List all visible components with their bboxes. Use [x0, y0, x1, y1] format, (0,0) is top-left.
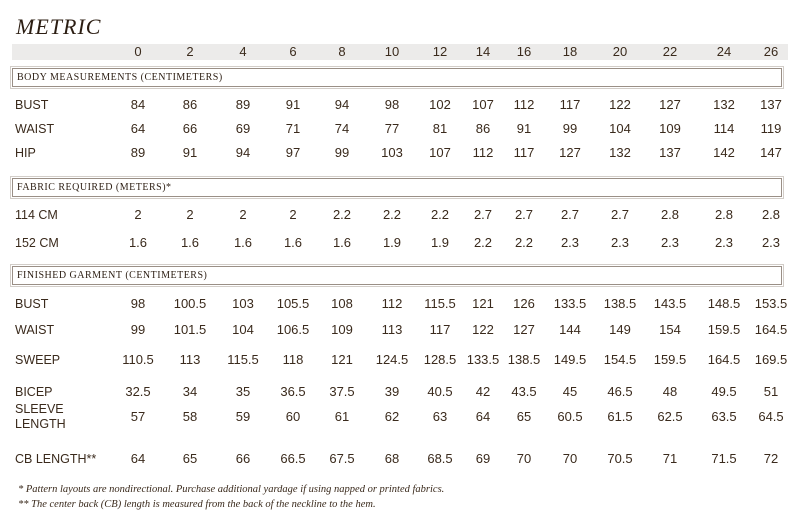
table-cell: 2.2	[382, 207, 402, 222]
table-cell: 109	[331, 322, 353, 337]
table-cell: 1.6	[233, 235, 253, 250]
table-cell: 133.5	[553, 296, 587, 311]
table-cell: 2.2	[473, 235, 493, 250]
table-cell: 71	[662, 451, 678, 466]
table-cell: 105.5	[276, 296, 310, 311]
table-cell: 99	[562, 121, 578, 136]
table-cell: 2	[239, 207, 247, 222]
row-label: CB LENGTH**	[15, 452, 97, 466]
table-cell: 1.6	[332, 235, 352, 250]
section-header	[12, 266, 782, 285]
table-cell: 159.5	[707, 322, 741, 337]
table-cell: 61	[334, 409, 350, 424]
table-cell: 32.5	[125, 384, 151, 399]
section-header	[12, 68, 782, 87]
table-cell: 115.5	[227, 352, 259, 367]
row-label: BUST	[15, 98, 49, 112]
table-cell: 66	[182, 121, 198, 136]
size-column-header: 18	[562, 44, 578, 59]
table-cell: 148.5	[707, 296, 741, 311]
size-column-header: 22	[662, 44, 678, 59]
table-cell: 119	[760, 121, 782, 136]
table-cell: 127	[559, 145, 581, 160]
table-cell: 69	[475, 451, 491, 466]
row-label: WAIST	[15, 323, 55, 337]
table-cell: 37.5	[329, 384, 355, 399]
size-column-header: 26	[763, 44, 779, 59]
table-cell: 51	[763, 384, 779, 399]
size-header-row	[12, 44, 788, 60]
table-cell: 127	[513, 322, 535, 337]
table-row	[0, 146, 800, 166]
table-cell: 121	[472, 296, 494, 311]
table-cell: 66.5	[280, 451, 306, 466]
table-cell: 63.5	[711, 409, 737, 424]
table-cell: 2.7	[514, 207, 534, 222]
table-cell: 143.5	[653, 296, 687, 311]
table-cell: 94	[235, 145, 251, 160]
table-cell: 124.5	[375, 352, 409, 367]
size-column-header: 10	[384, 44, 400, 59]
table-cell: 2	[186, 207, 194, 222]
table-cell: 2	[289, 207, 297, 222]
table-cell: 118	[282, 352, 304, 367]
table-cell: 36.5	[280, 384, 306, 399]
table-cell: 154	[659, 322, 681, 337]
table-cell: 57	[130, 409, 146, 424]
table-cell: 117	[429, 322, 451, 337]
table-cell: 149.5	[553, 352, 587, 367]
table-cell: 133.5	[466, 352, 500, 367]
table-row	[0, 98, 800, 118]
table-cell: 2.8	[660, 207, 680, 222]
table-cell: 126	[513, 296, 535, 311]
table-cell: 70	[562, 451, 578, 466]
table-cell: 1.9	[382, 235, 402, 250]
table-cell: 49.5	[711, 384, 737, 399]
table-cell: 70.5	[607, 451, 633, 466]
size-column-header: 4	[239, 44, 247, 59]
table-cell: 153.5	[754, 296, 788, 311]
table-cell: 132	[713, 97, 735, 112]
table-cell: 68	[384, 451, 400, 466]
table-cell: 164.5	[754, 322, 788, 337]
table-cell: 71.5	[711, 451, 737, 466]
table-cell: 107	[429, 145, 451, 160]
size-column-header: 12	[432, 44, 448, 59]
size-column-header: 20	[612, 44, 628, 59]
table-cell: 100.5	[173, 296, 207, 311]
table-cell: 69	[235, 121, 251, 136]
table-row	[0, 122, 800, 142]
row-label: HIP	[15, 146, 36, 160]
table-cell: 159.5	[653, 352, 687, 367]
table-cell: 98	[130, 296, 146, 311]
table-cell: 138.5	[507, 352, 541, 367]
table-cell: 2.3	[660, 235, 680, 250]
row-label: SLEEVE LENGTH	[15, 402, 66, 431]
table-cell: 94	[334, 97, 350, 112]
table-cell: 103	[232, 296, 254, 311]
table-cell: 74	[334, 121, 350, 136]
table-row	[0, 385, 800, 405]
table-cell: 91	[182, 145, 198, 160]
size-column-header: 2	[186, 44, 194, 59]
table-cell: 2.7	[473, 207, 493, 222]
table-cell: 101.5	[173, 322, 207, 337]
footnote-fabric: * Pattern layouts are nondirectional. Purchase additional yardage if using napped or printed fabrics.	[18, 484, 445, 495]
size-column-header: 14	[475, 44, 491, 59]
table-cell: 58	[182, 409, 198, 424]
table-cell: 112	[381, 296, 403, 311]
table-cell: 1.6	[283, 235, 303, 250]
table-cell: 127	[659, 97, 681, 112]
table-cell: 67.5	[329, 451, 355, 466]
table-cell: 132	[609, 145, 631, 160]
table-cell: 62	[384, 409, 400, 424]
table-cell: 113	[179, 352, 201, 367]
table-cell: 71	[285, 121, 301, 136]
table-cell: 48	[662, 384, 678, 399]
table-cell: 99	[334, 145, 350, 160]
table-cell: 137	[760, 97, 782, 112]
table-cell: 104	[232, 322, 254, 337]
table-cell: 62.5	[657, 409, 683, 424]
table-cell: 1.6	[128, 235, 148, 250]
table-cell: 1.9	[430, 235, 450, 250]
row-label: SWEEP	[15, 353, 61, 367]
table-cell: 72	[763, 451, 779, 466]
table-cell: 97	[285, 145, 301, 160]
table-cell: 63	[432, 409, 448, 424]
table-cell: 86	[182, 97, 198, 112]
table-cell: 164.5	[707, 352, 741, 367]
table-cell: 81	[432, 121, 448, 136]
table-cell: 64	[130, 121, 146, 136]
table-cell: 117	[559, 97, 581, 112]
row-label: 152 CM	[15, 236, 59, 250]
table-cell: 113	[381, 322, 403, 337]
table-cell: 70	[516, 451, 532, 466]
table-cell: 89	[130, 145, 146, 160]
table-cell: 122	[609, 97, 631, 112]
table-cell: 99	[130, 322, 146, 337]
table-cell: 147	[760, 145, 782, 160]
row-label: BICEP	[15, 385, 53, 399]
table-cell: 104	[609, 121, 631, 136]
table-cell: 2.2	[514, 235, 534, 250]
table-cell: 35	[235, 384, 251, 399]
table-cell: 2.3	[560, 235, 580, 250]
table-cell: 91	[516, 121, 532, 136]
table-cell: 107	[472, 97, 494, 112]
table-cell: 59	[235, 409, 251, 424]
size-column-header: 8	[338, 44, 346, 59]
table-cell: 2	[134, 207, 142, 222]
table-cell: 77	[384, 121, 400, 136]
table-row	[0, 402, 800, 431]
table-row	[0, 353, 800, 373]
table-cell: 128.5	[423, 352, 457, 367]
table-cell: 102	[429, 97, 451, 112]
table-cell: 65	[516, 409, 532, 424]
table-cell: 60	[285, 409, 301, 424]
table-cell: 142	[713, 145, 735, 160]
table-cell: 2.3	[610, 235, 630, 250]
table-cell: 144	[559, 322, 581, 337]
row-label: 114 CM	[15, 208, 58, 222]
table-cell: 122	[472, 322, 494, 337]
size-column-header: 6	[289, 44, 297, 59]
table-cell: 84	[130, 97, 146, 112]
table-cell: 2.8	[714, 207, 734, 222]
section-header-label: FINISHED GARMENT (CENTIMETERS)	[17, 270, 208, 281]
section-header	[12, 178, 782, 197]
table-cell: 138.5	[603, 296, 637, 311]
size-column-header: 24	[716, 44, 732, 59]
table-cell: 64.5	[758, 409, 784, 424]
table-cell: 2.2	[430, 207, 450, 222]
table-cell: 2.3	[714, 235, 734, 250]
table-cell: 46.5	[607, 384, 633, 399]
section-header-label: BODY MEASUREMENTS (CENTIMETERS)	[17, 72, 223, 83]
table-row	[0, 297, 800, 317]
table-cell: 39	[384, 384, 400, 399]
table-cell: 40.5	[427, 384, 453, 399]
table-row	[0, 452, 800, 472]
table-row	[0, 323, 800, 343]
table-cell: 2.8	[761, 207, 781, 222]
table-row	[0, 236, 800, 256]
table-cell: 65	[182, 451, 198, 466]
table-cell: 115.5	[424, 296, 456, 311]
table-cell: 45	[562, 384, 578, 399]
table-cell: 2.2	[332, 207, 352, 222]
table-cell: 112	[513, 97, 535, 112]
table-cell: 106.5	[276, 322, 310, 337]
table-cell: 89	[235, 97, 251, 112]
size-column-header: 0	[134, 44, 142, 59]
table-cell: 61.5	[607, 409, 633, 424]
table-cell: 60.5	[557, 409, 583, 424]
table-row	[0, 208, 800, 228]
table-cell: 91	[285, 97, 301, 112]
table-cell: 109	[659, 121, 681, 136]
section-header-label: FABRIC REQUIRED (METERS)*	[17, 182, 172, 193]
table-cell: 98	[384, 97, 400, 112]
table-cell: 68.5	[427, 451, 453, 466]
table-cell: 2.7	[560, 207, 580, 222]
table-cell: 121	[331, 352, 353, 367]
table-cell: 149	[609, 322, 631, 337]
table-cell: 64	[475, 409, 491, 424]
table-cell: 66	[235, 451, 251, 466]
table-cell: 114	[713, 121, 735, 136]
table-cell: 112	[472, 145, 494, 160]
table-cell: 2.3	[761, 235, 781, 250]
table-cell: 2.7	[610, 207, 630, 222]
page-title: METRIC	[16, 14, 102, 39]
table-cell: 169.5	[754, 352, 788, 367]
table-cell: 110.5	[122, 352, 154, 367]
table-cell: 64	[130, 451, 146, 466]
row-label: BUST	[15, 297, 49, 311]
table-cell: 86	[475, 121, 491, 136]
table-cell: 117	[513, 145, 535, 160]
table-cell: 43.5	[511, 384, 537, 399]
table-cell: 108	[331, 296, 353, 311]
table-cell: 103	[381, 145, 403, 160]
size-column-header: 16	[516, 44, 532, 59]
table-cell: 1.6	[180, 235, 200, 250]
row-label: WAIST	[15, 122, 55, 136]
footnote-cb-length: ** The center back (CB) length is measured from the back of the neckline to the hem.	[18, 499, 376, 510]
table-cell: 154.5	[603, 352, 637, 367]
table-cell: 137	[659, 145, 681, 160]
table-cell: 34	[182, 384, 198, 399]
table-cell: 42	[475, 384, 491, 399]
